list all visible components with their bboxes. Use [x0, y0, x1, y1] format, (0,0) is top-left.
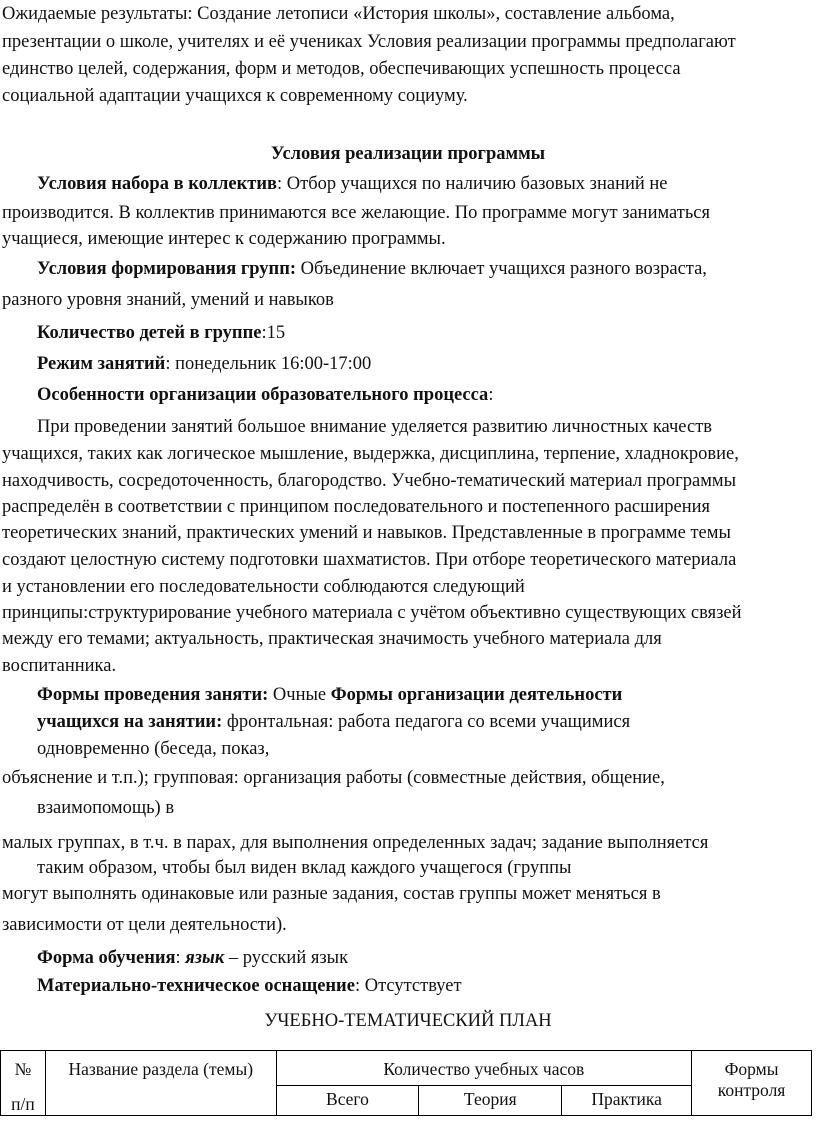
groups-line-1	[37, 258, 707, 280]
study-form-colon: :	[175, 948, 186, 968]
forms-line-6: малых группах, в т.ч. в парах, для выполнения определенных задач; задание выполняется	[2, 833, 709, 853]
features-p6: создают целостную систему подготовки шахматистов. При отборе теоретического материала	[2, 550, 737, 570]
header-practice-text: Практика	[591, 1089, 662, 1109]
features-p9: между его темами; актуальность, практическая значимость учебного материала для	[2, 629, 662, 649]
features-p8: принципы:структурирование учебного материала с учётом объективно существующих связей	[2, 603, 742, 623]
header-name-text: Название раздела (темы)	[68, 1059, 254, 1079]
forms-line-1	[37, 684, 622, 706]
schedule-line	[37, 353, 371, 375]
header-hours-text: Количество учебных часов	[383, 1059, 585, 1079]
intro-line-2: презентации о школе, учителях и её учениках Условия реализации программы предполагают	[2, 32, 736, 52]
features-p1: При проведении занятий большое внимание уделяется развитию личностных качеств	[37, 417, 713, 437]
recruit-line-1	[37, 173, 668, 195]
forms-text-1: Очные	[268, 685, 331, 705]
forms-label-2: Формы организации деятельности	[330, 685, 623, 705]
features-p4: распределён в соответствии с принципом последовательного и постепенного расширения	[2, 497, 711, 517]
forms-line-5: взаимопомощь) в	[37, 798, 175, 818]
forms-label-1: Формы проведения заняти:	[37, 685, 269, 705]
intro-line-4: социальной адаптации учащихся к современному социуму.	[2, 86, 468, 106]
study-form-line	[37, 947, 348, 969]
recruit-label: Условия набора в коллектив	[37, 174, 277, 194]
features-p7: и установлении его последовательности соблюдаются следующий	[2, 577, 525, 597]
header-theory-text: Теория	[463, 1089, 517, 1109]
header-total	[276, 1086, 419, 1116]
header-theory	[419, 1086, 562, 1116]
section-title-text: Условия реализации программы	[270, 144, 546, 164]
forms-line-8: могут выполнять одинаковые или разные задания, состав группы может меняться в	[2, 884, 661, 904]
material-line	[37, 975, 462, 997]
count-label: Количество детей в группе	[37, 323, 262, 343]
header-num	[1, 1051, 46, 1116]
intro-line-1: Ожидаемые результаты: Создание летописи «История школы», составление альбома,	[2, 4, 675, 24]
material-label: Материально-техническое оснащение	[37, 976, 355, 996]
features-p2: учащихся, таких как логическое мышление, выдержка, дисциплина, терпение, хладнокровие,	[2, 444, 739, 464]
features-label: Особенности организации образовательного процесса	[37, 385, 489, 405]
study-form-lang: язык	[185, 948, 225, 968]
header-control-2: контроля	[717, 1080, 786, 1100]
features-p5: теоретических знаний, практических умений и навыков. Представленные в программе темы	[2, 523, 731, 543]
forms-text-2: фронтальная: работа педагога со всеми учащимися	[222, 712, 631, 732]
recruit-line-2: производится. В коллектив принимаются все желающие. По программе могут заниматься	[2, 203, 711, 223]
header-practice	[562, 1086, 692, 1116]
forms-line-3: одновременно (беседа, показ,	[37, 739, 270, 759]
header-num-1: №	[14, 1059, 32, 1079]
features-heading	[37, 384, 493, 406]
header-hours	[276, 1051, 691, 1086]
header-total-text: Всего	[326, 1089, 369, 1109]
forms-line-9: зависимости от цели деятельности).	[2, 915, 287, 935]
recruit-text-1: : Отбор учащихся по наличию базовых знаний не	[276, 174, 668, 194]
recruit-line-3: учащиеся, имеющие интерес к содержанию программы.	[2, 229, 446, 249]
groups-label: Условия формирования групп:	[37, 259, 297, 279]
header-name	[45, 1051, 276, 1116]
study-form-text: – русский язык	[224, 948, 349, 968]
groups-line-2: разного уровня знаний, умений и навыков	[2, 290, 334, 310]
schedule-value: : понедельник 16:00-17:00	[165, 354, 372, 374]
header-control	[692, 1051, 812, 1116]
plan-table	[0, 1050, 812, 1116]
header-control-1: Формы	[724, 1059, 779, 1079]
forms-label-3: учащихся на занятии:	[37, 712, 223, 732]
plan-title: УЧЕБНО-ТЕМАТИЧЕСКИЙ ПЛАН	[264, 1011, 552, 1031]
count-value: :15	[261, 323, 286, 343]
groups-text-1: Объединение включает учащихся разного возраста,	[296, 259, 707, 279]
forms-line-7: таким образом, чтобы был виден вклад каждого учащегося (группы	[37, 858, 572, 878]
schedule-label: Режим занятий	[37, 354, 166, 374]
header-num-2: п/п	[11, 1094, 35, 1114]
study-form-label: Форма обучения	[37, 948, 176, 968]
intro-line-3: единство целей, содержания, форм и методов, обеспечивающих успешность процесса	[2, 59, 681, 79]
forms-line-4: объяснение и т.п.); групповая: организация работы (совместные действия, общение,	[2, 768, 665, 788]
count-line	[37, 322, 285, 344]
features-colon: :	[488, 385, 494, 405]
forms-line-2	[37, 711, 630, 733]
material-text: : Отсутствует	[354, 976, 462, 996]
features-p3: находчивость, сосредоточенность, благородство. Учебно-тематический материал программы	[2, 471, 737, 491]
features-p10: воспитанника.	[2, 656, 117, 676]
section-title	[0, 143, 816, 165]
